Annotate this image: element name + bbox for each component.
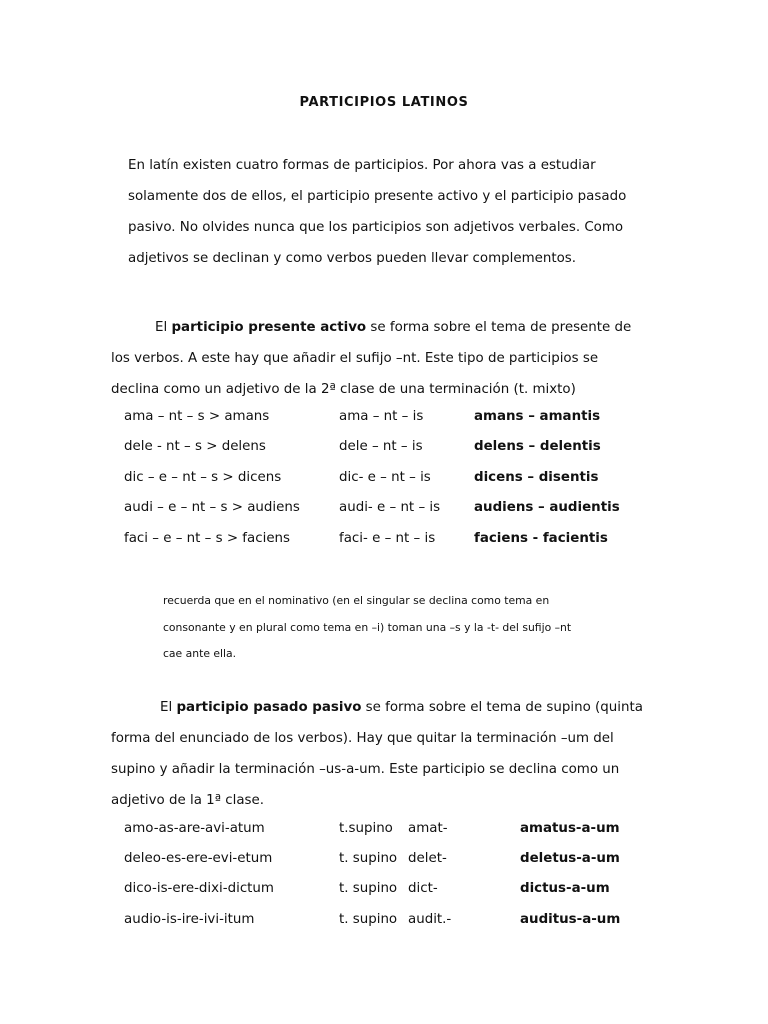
presente-formation: dic – e – nt – s > dicens [124, 470, 282, 485]
pasado-result: amatus-a-um [520, 821, 620, 836]
pasado-result: auditus-a-um [520, 912, 621, 927]
presente-result: faciens - facientis [474, 531, 608, 546]
presente-stem: dele – nt – is [339, 439, 423, 454]
presente-row [0, 409, 768, 431]
presente-row [0, 500, 768, 522]
pasado-verb: audio-is-ire-ivi-itum [124, 912, 255, 927]
note-block [163, 588, 571, 668]
pasado-line: adjetivo de la 1ª clase. [111, 793, 265, 808]
presente-stem: dic- e – nt – is [339, 470, 431, 485]
presente-line: los verbos. A este hay que añadir el sufijo –nt. Este tipo de participios se [111, 351, 599, 366]
presente-row [0, 470, 768, 492]
pasado-lead: El [160, 700, 177, 715]
presente-stem: faci- e – nt – is [339, 531, 436, 546]
pasado-line: supino y añadir la terminación –us-a-um. Este participio se declina como un [111, 762, 620, 777]
page-title: PARTICIPIOS LATINOS [299, 95, 469, 110]
pasado-row [0, 821, 768, 843]
note-line: recuerda que en el nominativo (en el singular se declina como tema en [163, 594, 550, 607]
presente-paragraph [111, 312, 631, 405]
presente-formation: dele - nt – s > delens [124, 439, 266, 454]
presente-result: delens – delentis [474, 439, 601, 454]
presente-result: dicens – disentis [474, 470, 599, 485]
intro-line: pasivo. No olvides nunca que los participios son adjetivos verbales. Como [128, 220, 624, 235]
intro-line: En latín existen cuatro formas de participios. Por ahora vas a estudiar [128, 158, 596, 173]
pasado-verb: amo-as-are-avi-atum [124, 821, 265, 836]
pasado-label: t. supino [339, 881, 398, 896]
pasado-stem: amat- [408, 821, 448, 836]
pasado-stem: dict- [408, 881, 438, 896]
pasado-stem: delet- [408, 851, 447, 866]
pasado-term: participio pasado pasivo [176, 700, 362, 715]
presente-line [111, 312, 631, 343]
presente-row [0, 531, 768, 553]
presente-formation: audi – e – nt – s > audiens [124, 500, 300, 515]
pasado-line [111, 692, 643, 723]
pasado-label: t. supino [339, 912, 398, 927]
presente-formation: ama – nt – s > amans [124, 409, 270, 424]
pasado-verb: dico-is-ere-dixi-dictum [124, 881, 274, 896]
presente-formation: faci – e – nt – s > faciens [124, 531, 291, 546]
pasado-result: dictus-a-um [520, 881, 610, 896]
presente-stem: ama – nt – is [339, 409, 424, 424]
pasado-stem: audit.- [408, 912, 452, 927]
intro-line: adjetivos se declinan y como verbos pueden llevar complementos. [128, 251, 577, 266]
presente-row [0, 439, 768, 461]
pasado-label: t. supino [339, 851, 398, 866]
note-line: consonante y en plural como tema en –i) toman una –s y la -t- del sufijo –nt [163, 620, 572, 634]
intro-paragraph [128, 150, 626, 274]
presente-line-rest: se forma sobre el tema de presente de [366, 320, 632, 335]
pasado-label: t.supino [339, 821, 393, 836]
pasado-result: deletus-a-um [520, 851, 620, 866]
pasado-row [0, 912, 768, 934]
presente-term: participio presente activo [171, 320, 367, 335]
presente-result: amans – amantis [474, 409, 601, 424]
presente-result: audiens – audientis [474, 500, 620, 515]
pasado-row [0, 851, 768, 873]
note-line: cae ante ella. [163, 647, 237, 660]
presente-stem: audi- e – nt – is [339, 500, 441, 515]
pasado-line: forma del enunciado de los verbos). Hay que quitar la terminación –um del [111, 731, 614, 746]
intro-line: solamente dos de ellos, el participio presente activo y el participio pasado [128, 189, 627, 204]
presente-line: declina como un adjetivo de la 2ª clase de una terminación (t. mixto) [111, 382, 576, 397]
pasado-paragraph [111, 692, 643, 816]
pasado-row [0, 881, 768, 903]
pasado-line-rest: se forma sobre el tema de supino (quinta [361, 700, 643, 715]
presente-lead: El [155, 320, 172, 335]
pasado-verb: deleo-es-ere-evi-etum [124, 851, 273, 866]
